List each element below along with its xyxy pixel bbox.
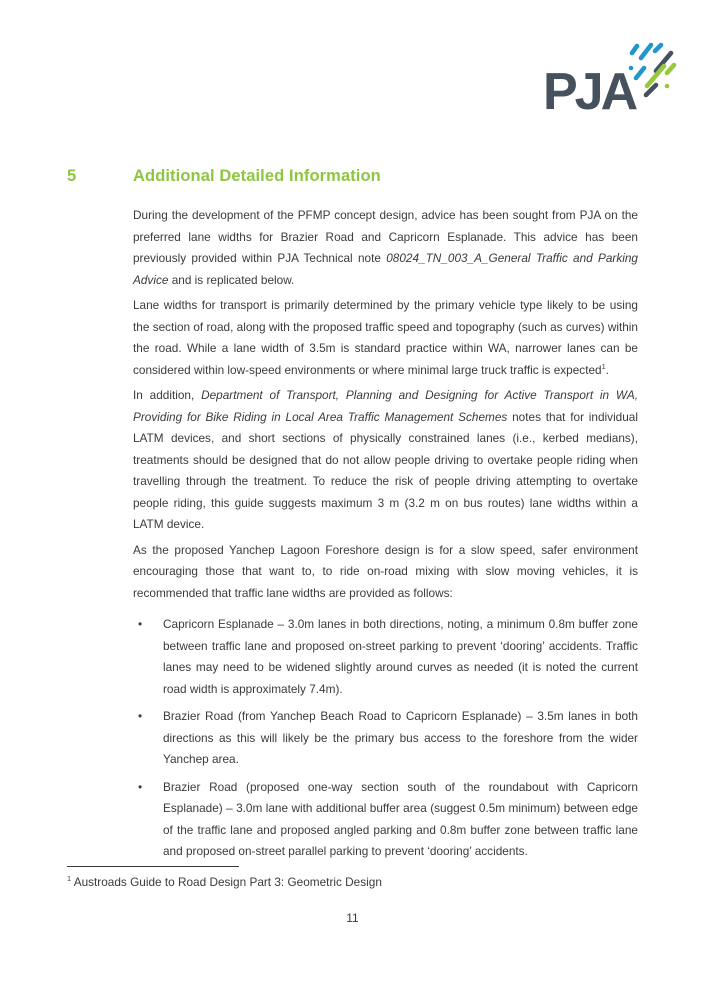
pja-logo-text: PJA (543, 63, 636, 121)
section-heading (67, 167, 638, 186)
body-content (133, 205, 638, 869)
footnote (67, 866, 607, 891)
section-number: 5 (67, 167, 77, 185)
list-item-text: Brazier Road (proposed one-way section south of the roundabout with Capricorn Esplanade) – 3.0m lane with additional buffer area (suggest 0.5m minimum) between edge of the traffic lane and proposed angled parking and 0.8m buffer zone between traffic lane and proposed on-street parallel parking to prevent ‘dooring’ accidents. (163, 779, 638, 858)
bullet-marker: • (138, 617, 143, 631)
bullet-marker: • (138, 709, 143, 723)
list-item-brazier-road-north (133, 706, 638, 771)
section-title: Additional Detailed Information (133, 167, 381, 185)
paragraph-intro: During the development of the PFMP concept design, advice has been sought from PJA on the preferred lane widths for Brazier Road and Capricorn Esplanade. This advice has been previously provided within PJA Technical note 08024_TN_003_A_General Traffic and Parking Advice and is replicated below. (133, 208, 638, 287)
paragraph-recommendation: As the proposed Yanchep Lagoon Foreshore design is for a slow speed, safer environment encouraging those that want to, to ride on-road mixing with slow moving vehicles, it is recommended that traffic lane widths are provided as follows: (133, 542, 638, 600)
list-item-text: Brazier Road (from Yanchep Beach Road to Capricorn Esplanade) – 3.5m lanes in both directions as this will likely be the primary bus access to the foreshore from the wider Yanchep area. (163, 709, 638, 766)
list-item-brazier-road-oneway (133, 777, 638, 863)
bullet-marker: • (138, 779, 143, 794)
page-number: 11 (346, 911, 359, 925)
footnote-divider (67, 866, 239, 867)
footnote-text (67, 874, 607, 891)
bullet-list (133, 614, 638, 863)
list-item-capricorn-esplanade (133, 614, 638, 700)
paragraph-dot-guidance: In addition, Department of Transport, Planning and Designing for Active Transport in WA, Providing for Bike Riding in Local Area Traffic Management Schemes notes that for individual LATM devices, and short sections of physically constrained lanes (i.e., kerbed medians), treatments should be designed that do not allow people driving to overtake people riding when travelling through the treatment. To reduce the risk of people driving attempting to overtake people riding, this guide suggests maximum 3 m (3.2 m on bus routes) lane widths within a LATM device. (133, 388, 638, 531)
footnote-body: Austroads Guide to Road Design Part 3: Geometric Design (73, 875, 382, 889)
paragraph-lane-widths: Lane widths for transport is primarily determined by the primary vehicle type likely to be using the section of road, along with the proposed traffic speed and topography (such as curves) within the road. While a lane width of 3.5m is standard practice within WA, narrower lanes can be considered within low-speed environments or where minimal large truck traffic is expected$^1$. (133, 298, 638, 377)
pja-logo (543, 42, 678, 124)
list-item-text: Capricorn Esplanade – 3.0m lanes in both directions, noting, a minimum 0.8m buffer zone between traffic lane and proposed on-street parking to prevent ‘dooring’ accidents. Traffic lanes may need to be widened slightly around curves as needed (it is noted the current road width is approximately 7.4m). (163, 617, 638, 696)
footnote-marker: 1 (67, 874, 72, 884)
